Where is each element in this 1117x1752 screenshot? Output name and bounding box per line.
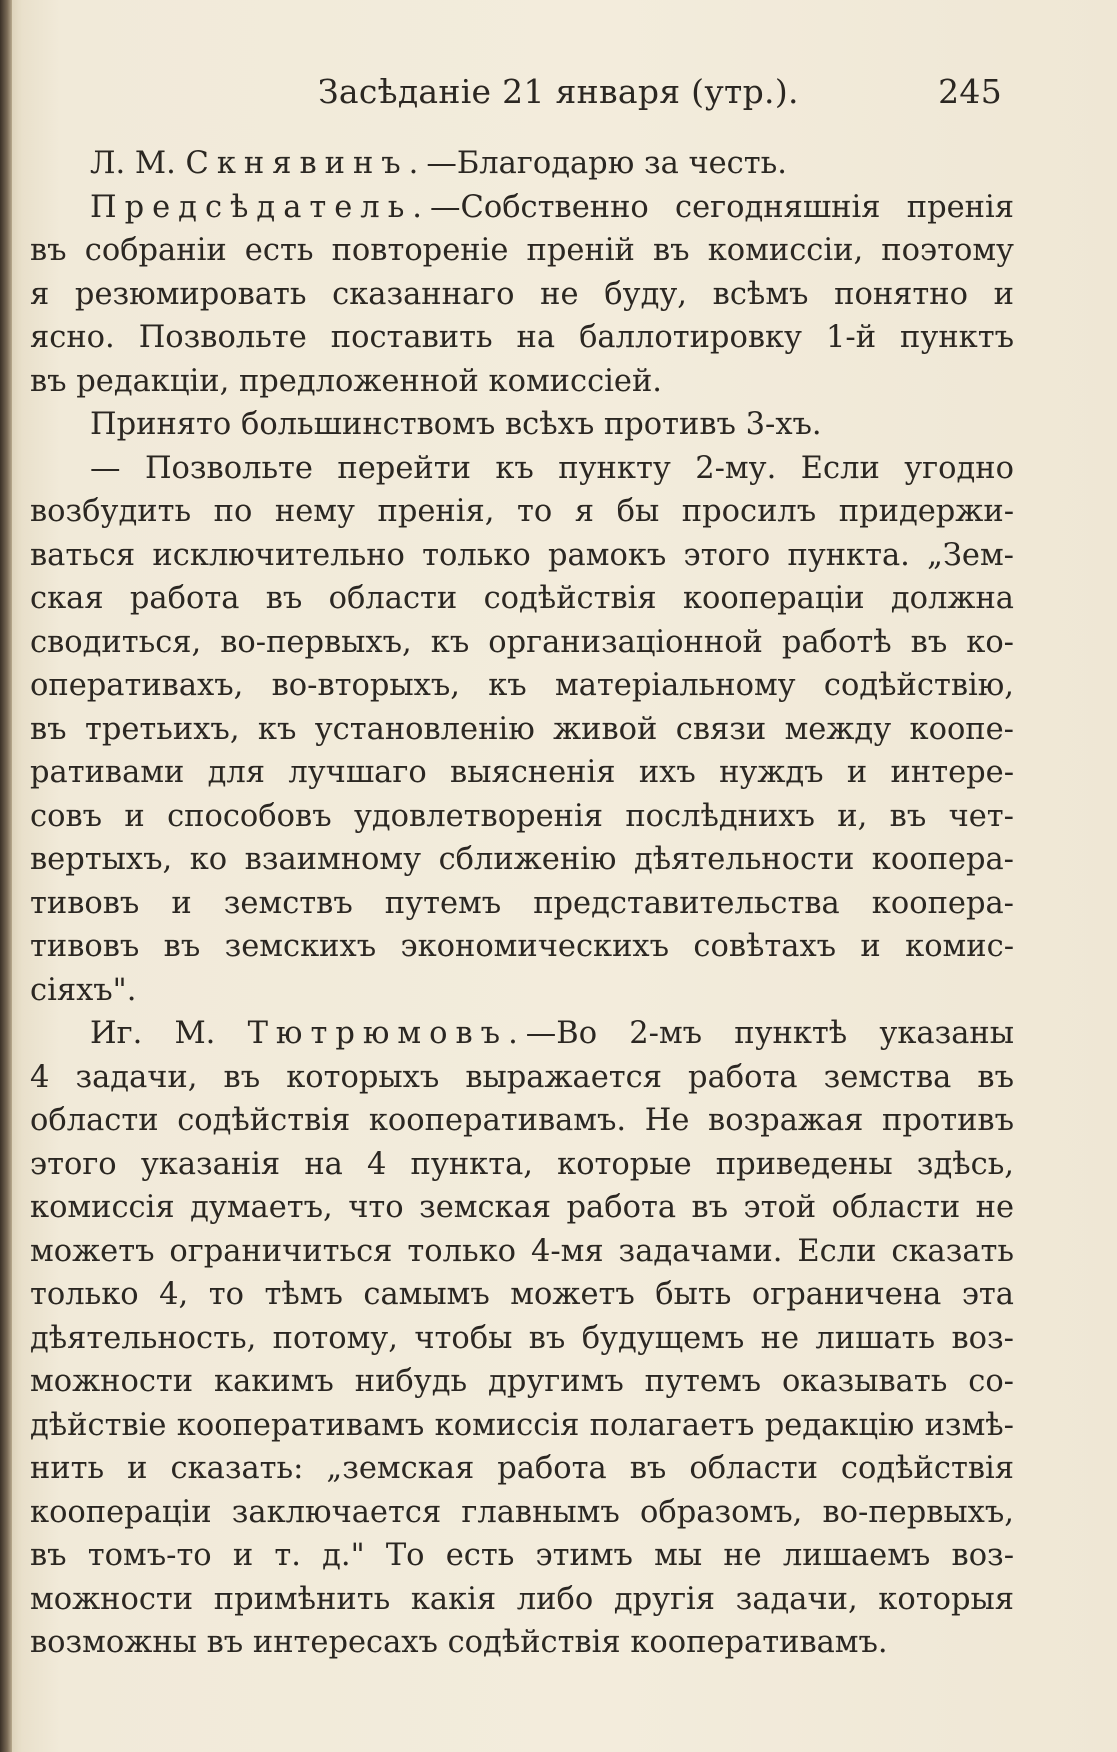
dash: —	[525, 1016, 557, 1051]
header-title: Засѣданіе 21 января (утр.).	[318, 72, 799, 111]
line-text: Во 2-мъ пунктѣ указаны	[556, 1016, 1014, 1051]
text-line: можетъ ограничиться только 4-мя задачами. Если сказать	[30, 1233, 1014, 1269]
text-line: 4 задачи, въ которыхъ выражается работа земства въ	[30, 1059, 1014, 1095]
text-line: только 4, то тѣмъ самымъ можетъ быть ограничена эта	[30, 1277, 1014, 1312]
dash: —	[430, 189, 461, 225]
text-line: ваться исключительно только рамокъ этого пункта. „Зем-	[30, 537, 1014, 573]
text-line: нить и сказать: „земская работа въ области содѣйствія	[30, 1451, 1014, 1486]
text-line: возможны въ интересахъ содѣйствія кооперативамъ.	[30, 1625, 888, 1660]
text-line: Принято большинствомъ всѣхъ противъ 3-хъ.	[90, 407, 822, 442]
text-line: области содѣйствія кооперативамъ. Не возражая противъ	[30, 1103, 1014, 1138]
text-line: оперативахъ, во-вторыхъ, къ матеріальному содѣйствію,	[30, 668, 1014, 703]
text-line: въ томъ-то и т. д." То есть этимъ мы не лишаемъ воз-	[30, 1538, 1014, 1573]
text-line: ская работа въ области содѣйствія коопераціи должна	[30, 581, 1014, 616]
text-line: можности примѣнить какія либо другія задачи, которыя	[30, 1581, 1014, 1617]
text-line: вертыхъ, ко взаимному сближенію дѣятельности коопера-	[30, 842, 1014, 877]
book-spine-edge	[0, 0, 12, 1752]
text-line: этого указанія на 4 пункта, которые приведены здѣсь,	[30, 1146, 1014, 1182]
speaker-name: Скнявинъ.	[185, 146, 427, 181]
speaker-initials: Л. М.	[90, 146, 176, 181]
running-header	[318, 72, 1008, 120]
page-number: 245	[938, 72, 1002, 111]
text-line: ративами для лучшаго выясненія ихъ нуждъ и интере-	[30, 755, 1014, 790]
text-line: сводиться, во-первыхъ, къ организаціонной работѣ въ ко-	[30, 624, 1014, 660]
text-line: совъ и способовъ удовлетворенія послѣднихъ и, въ чет-	[30, 798, 1014, 834]
text-line	[30, 142, 1014, 186]
text-line: въ третьихъ, къ установленію живой связи между коопе-	[30, 711, 1014, 747]
text-line: въ собраніи есть повтореніе преній въ комиссіи, поэтому	[30, 233, 1014, 268]
text-line: ясно. Позвольте поставить на баллотировку 1-й пунктъ	[30, 320, 1014, 355]
line-text: Собственно сегодняшнія пренія	[460, 189, 1014, 225]
text-line: дѣйствіе кооперативамъ комиссія полагаетъ редакцію измѣ-	[30, 1407, 1014, 1443]
text-line: сіяхъ".	[30, 972, 137, 1008]
text-line: въ редакціи, предложенной комиссіей.	[30, 363, 662, 399]
speaker-name: Предсѣдатель.	[90, 189, 430, 225]
text-line: тивовъ и земствъ путемъ представительства коопера-	[30, 885, 1014, 921]
line-text: Благодарю за честь.	[456, 146, 787, 181]
speaker-name: Тютрюмовъ.	[247, 1016, 526, 1051]
text-line: я резюмировать сказаннаго не буду, всѣмъ понятно и	[30, 276, 1014, 312]
text-line	[30, 1012, 1014, 1056]
speaker-initials: Иг. М.	[90, 1016, 216, 1051]
text-line: возбудить по нему пренія, то я бы просилъ придержи-	[30, 494, 1014, 529]
text-line: можности какимъ нибудь другимъ путемъ оказывать со-	[30, 1364, 1014, 1399]
text-line: комиссія думаетъ, что земская работа въ этой области не	[30, 1190, 1014, 1225]
text-line	[30, 186, 1014, 230]
text-line: дѣятельность, потому, чтобы въ будущемъ не лишать воз-	[30, 1320, 1014, 1356]
text-line: — Позвольте перейти къ пункту 2-му. Если угодно	[90, 450, 1014, 486]
text-line: коопераціи заключается главнымъ образомъ, во-первыхъ,	[30, 1494, 1014, 1530]
dash: —	[426, 146, 457, 181]
text-line: тивовъ въ земскихъ экономическихъ совѣтахъ и комис-	[30, 929, 1014, 964]
body-text	[30, 142, 1014, 1665]
